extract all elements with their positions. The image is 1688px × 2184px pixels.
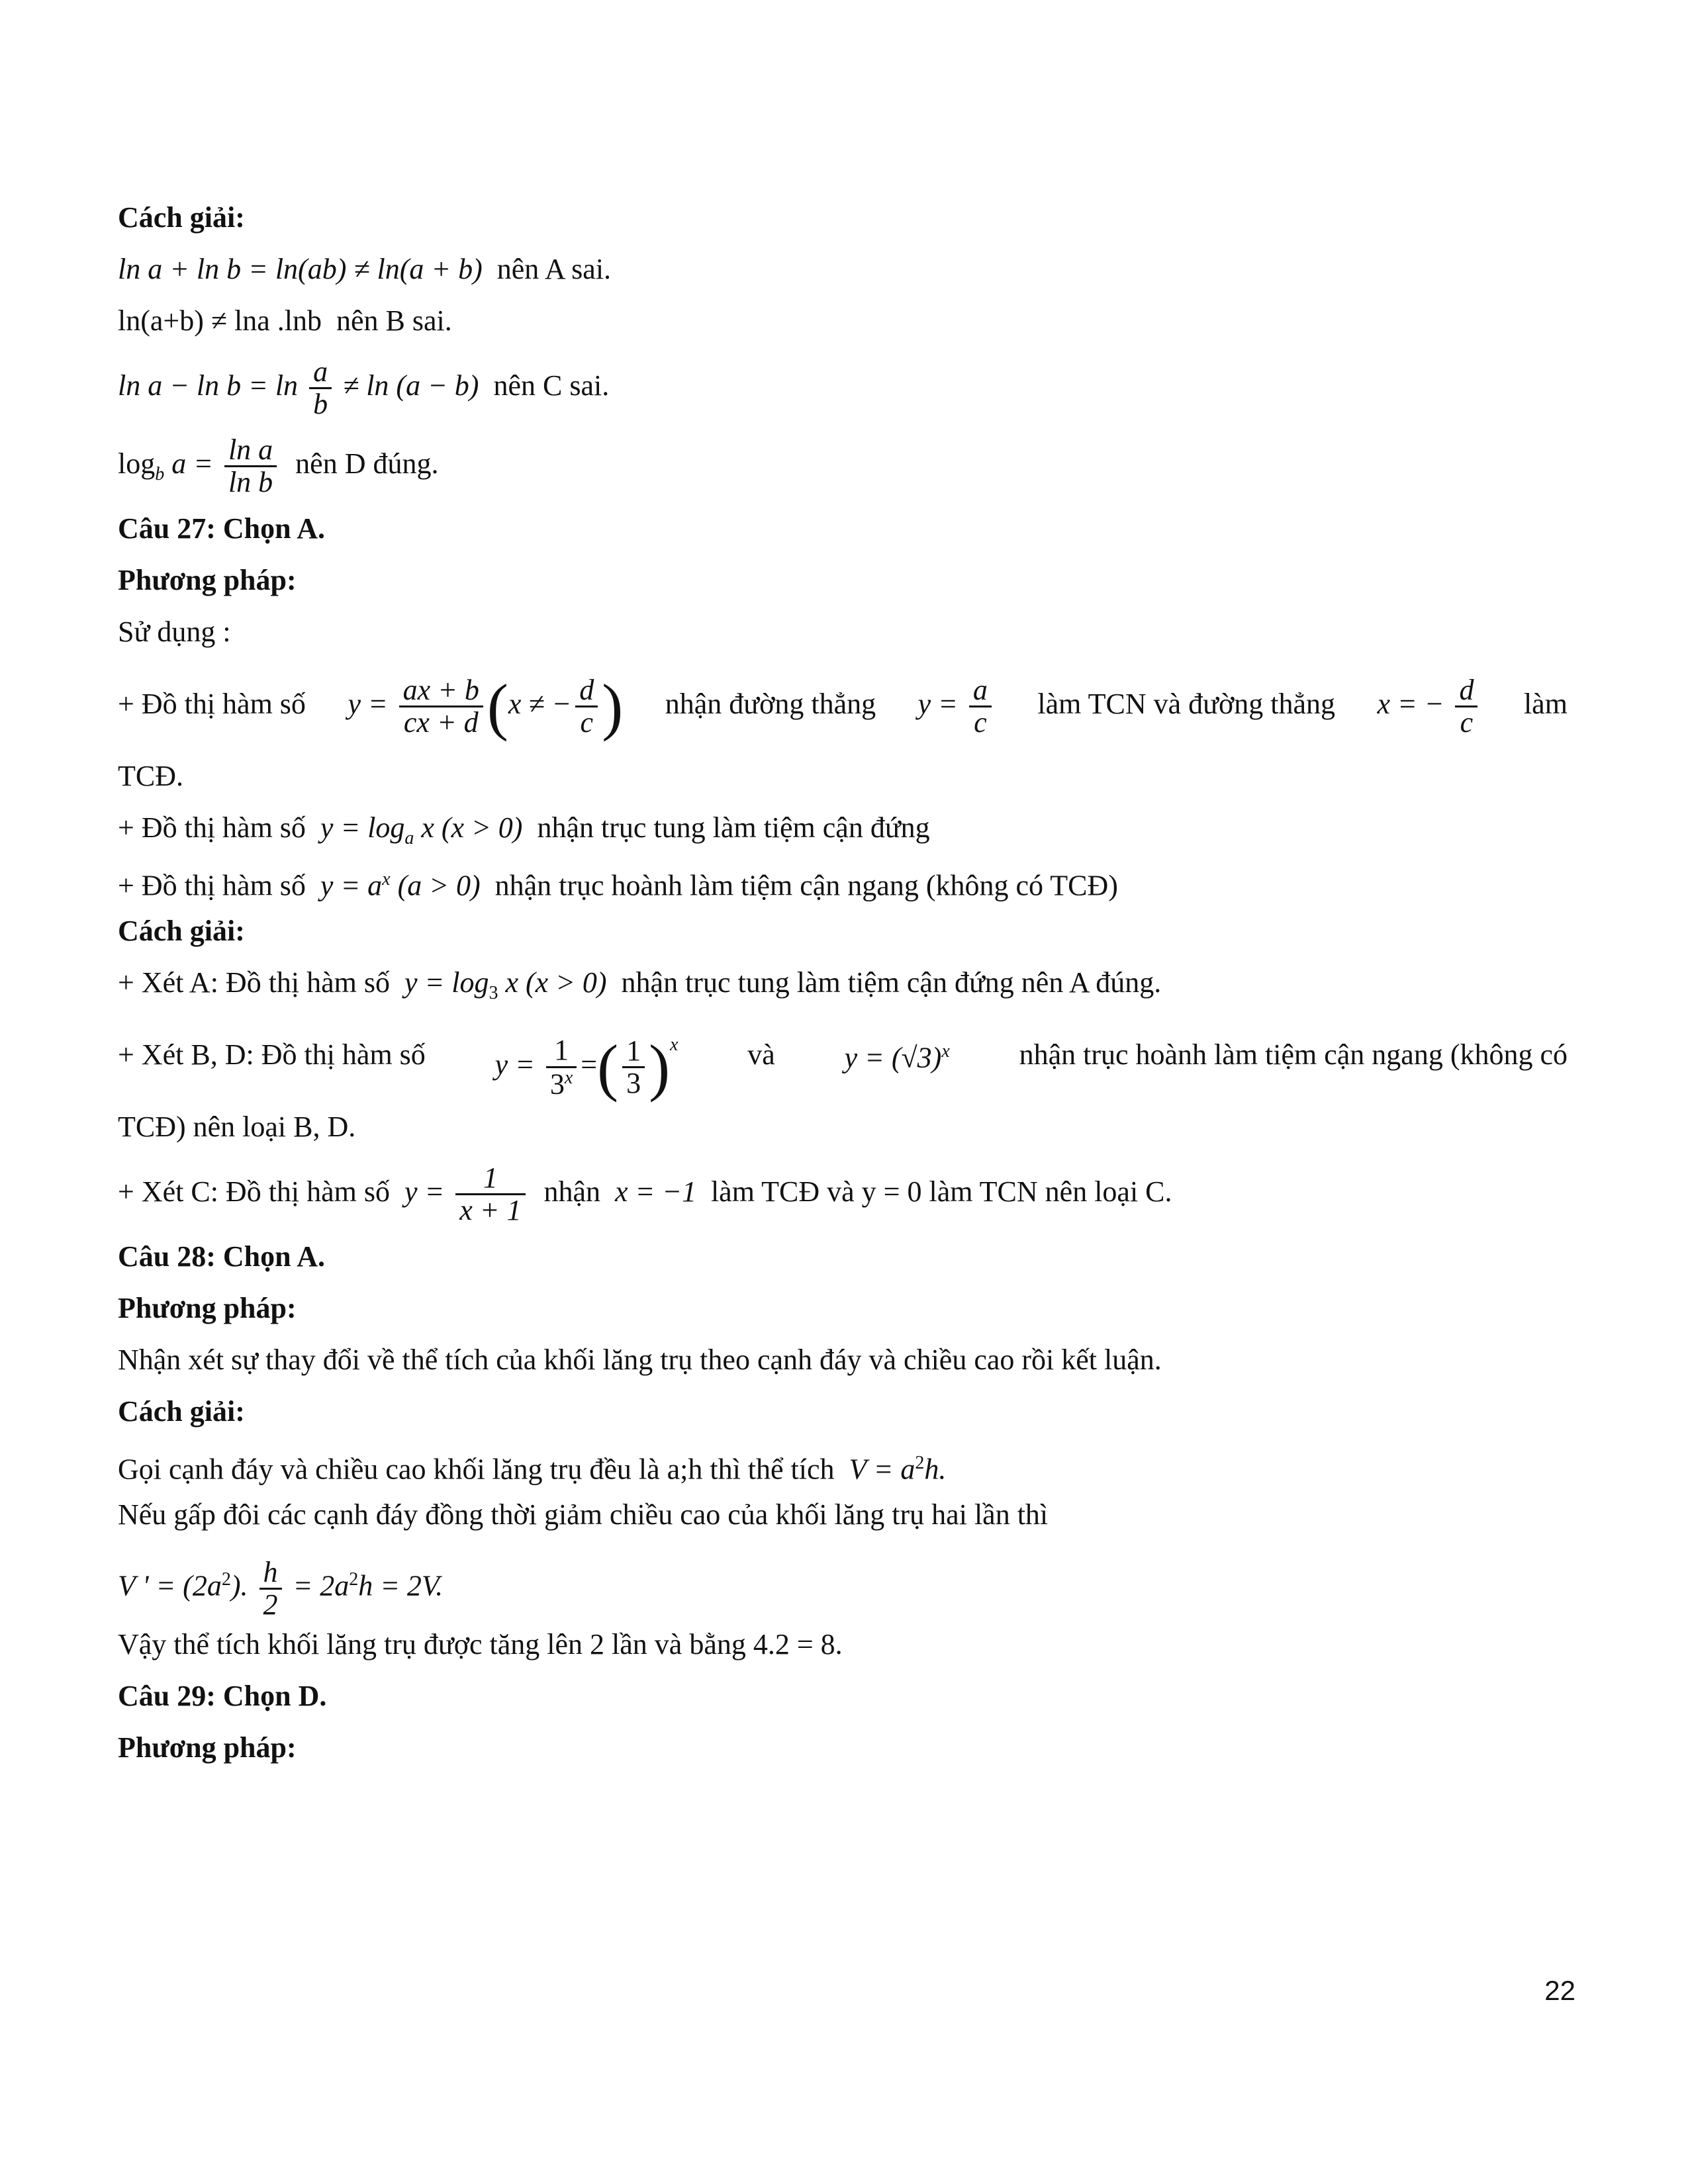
formula: y = (√3): [844, 1041, 942, 1074]
method-text: Nhận xét sự thay đổi về thể tích của khối lăng trụ theo cạnh đáy và chiều cao rồi kết luận.: [118, 1343, 1162, 1376]
text: làm: [1523, 688, 1568, 720]
text: + Đồ thị hàm số: [118, 688, 306, 720]
fraction: [575, 675, 598, 738]
text-su-dung: Sử dụng :: [118, 615, 231, 648]
log-base: b: [155, 463, 165, 484]
formula-tail: h.: [924, 1453, 947, 1486]
numerator: 1: [622, 1036, 645, 1068]
solution-28-line-2: Nếu gấp đôi các cạnh đáy đồng thời giảm chiều cao của khối lăng trụ hai lần thì: [118, 1498, 1049, 1531]
solution-28-conclusion: Vậy thể tích khối lăng trụ được tăng lên 2 lần và bằng 4.2 = 8.: [118, 1628, 843, 1661]
solution-c: [118, 1153, 1574, 1231]
text: làm TCN và đường thẳng: [1037, 688, 1335, 720]
page-number: 22: [1544, 1975, 1575, 2006]
text: làm TCĐ và y = 0 làm TCN nên loại C.: [710, 1175, 1172, 1208]
numerator: h: [259, 1557, 282, 1590]
statement: nên A sai.: [496, 253, 612, 285]
equals: =: [581, 1048, 598, 1081]
fraction: [455, 1163, 525, 1226]
fraction: [399, 675, 483, 738]
heading-cach-giai: Cách giải:: [118, 1395, 245, 1428]
heading-phuong-phap: Phương pháp:: [118, 1731, 297, 1764]
formula: y = log: [320, 811, 405, 844]
denominator: c: [1460, 706, 1474, 739]
numerator: 1: [455, 1163, 525, 1195]
x-equals: x = −: [1377, 688, 1444, 720]
statement: nên D đúng.: [295, 447, 439, 480]
condition: x ≠ −: [508, 688, 572, 720]
text: nhận trục hoành làm tiệm cận ngang (không có TCĐ): [494, 869, 1118, 902]
y-equals: y =: [494, 1048, 535, 1081]
numerator: d: [1455, 675, 1477, 707]
formula: x = −1: [615, 1175, 696, 1208]
fraction: [224, 435, 277, 498]
y-equals: y =: [348, 688, 388, 720]
denominator: cx + d: [403, 706, 479, 739]
formula-tcn: [918, 658, 996, 751]
denominator: c: [580, 706, 594, 739]
y-equals: y =: [404, 1175, 445, 1208]
log-base: 3: [489, 982, 498, 1003]
statement: nên C sai.: [493, 369, 610, 402]
formula-tail: x (x > 0): [414, 811, 523, 844]
solution-a: [118, 957, 1574, 1009]
fraction: [622, 1036, 645, 1099]
exponent: x: [382, 869, 391, 889]
heading-phuong-phap: Phương pháp:: [118, 1292, 297, 1324]
formula-b: y = $\frac{1}{3^x}$ =( $\frac{1}{3}$ )$^x$: [494, 1031, 679, 1103]
equation-line-d: [118, 425, 1574, 503]
formula: V ' = (2a: [118, 1569, 222, 1602]
formula-rational: y = $\frac{ax + b}{cx + d}$ (x ≠ − $\frac{d}{c}$ ): [348, 670, 624, 742]
equation-left: ln a − ln b = ln: [118, 369, 299, 402]
method-line-2: [118, 802, 1574, 854]
numerator: d: [575, 675, 598, 707]
formula: = 2a: [293, 1569, 350, 1602]
text: nhận: [543, 1175, 601, 1208]
text: + Đồ thị hàm số: [118, 869, 306, 902]
text: + Xét B, D: Đồ thị hàm số: [118, 1038, 426, 1071]
equation-line-b: [118, 295, 1574, 347]
question-27-heading: Câu 27: Chọn A.: [118, 512, 325, 545]
solution-28-line-1: [118, 1437, 1574, 1489]
numerator: a: [309, 357, 332, 389]
text: + Xét C: Đồ thị hàm số: [118, 1175, 391, 1208]
exponent: 2: [221, 1569, 231, 1590]
formula: y = a: [320, 869, 383, 902]
text: + Xét A: Đồ thị hàm số: [118, 966, 391, 999]
text: nhận trục tung làm tiệm cận đứng: [537, 811, 930, 844]
equation: ln a + ln b = ln(ab) ≠ ln(a + b): [118, 253, 483, 285]
formula: h = 2V.: [358, 1569, 444, 1602]
formula: y = log: [404, 966, 489, 999]
fraction: [259, 1557, 282, 1620]
exponent: x: [670, 1034, 679, 1055]
numerator: a: [969, 675, 992, 707]
formula-tcd: [1378, 658, 1482, 751]
formula-tail: (a > 0): [390, 869, 481, 902]
heading-cach-giai: Cách giải:: [118, 201, 245, 234]
y-equals: y =: [917, 688, 958, 720]
formula: ).: [230, 1569, 248, 1602]
formula: V = a: [849, 1453, 915, 1486]
question-28-heading: Câu 28: Chọn A.: [118, 1240, 325, 1273]
method-line-1: [118, 658, 1568, 751]
fraction: [969, 675, 992, 738]
log-base: a: [404, 827, 414, 848]
numerator: 1: [546, 1035, 577, 1068]
statement: nên B sai.: [336, 304, 452, 337]
heading-cach-giai: Cách giải:: [118, 915, 245, 947]
text: và: [747, 1038, 775, 1071]
denominator: ln b: [228, 466, 273, 499]
denominator: c: [974, 706, 987, 739]
method-line-1-cont: TCĐ.: [118, 760, 183, 792]
text: nhận trục tung làm tiệm cận đứng nên A đúng.: [621, 966, 1162, 999]
question-29-heading: Câu 29: Chọn D.: [118, 1680, 327, 1712]
solution-28-line-3: [118, 1541, 1574, 1619]
formula-tail: x (x > 0): [498, 966, 607, 999]
text: + Đồ thị hàm số: [118, 811, 306, 844]
denominator: 3: [626, 1067, 641, 1100]
denominator: b: [313, 388, 328, 421]
fraction: [546, 1035, 577, 1099]
equation-right: ≠ ln (a − b): [343, 369, 479, 402]
method-line-3: [118, 854, 1574, 905]
equation-mid: a =: [164, 447, 213, 480]
document-body: [118, 192, 1574, 1774]
fraction: [1455, 675, 1477, 738]
equation-line-a: [118, 244, 1574, 295]
solution-bd: [118, 1009, 1568, 1101]
exponent: x: [941, 1041, 950, 1062]
exponent: 2: [349, 1569, 359, 1590]
solution-bd-cont: TCĐ) nên loại B, D.: [118, 1111, 356, 1143]
denominator: 3$^x$: [549, 1067, 573, 1101]
text: Gọi cạnh đáy và chiều cao khối lăng trụ đều là a;h thì thể tích: [118, 1453, 835, 1486]
denominator: x + 1: [459, 1194, 522, 1227]
fraction: [309, 357, 332, 420]
text: nhận đường thẳng: [665, 688, 876, 720]
equation-line-c: [118, 347, 1574, 425]
numerator: ln a: [224, 435, 277, 467]
exponent: 2: [915, 1453, 925, 1473]
formula-d: [845, 1005, 950, 1105]
numerator: ax + b: [399, 675, 483, 707]
denominator: 2: [263, 1588, 278, 1621]
text: nhận trục hoành làm tiệm cận ngang (không có: [1019, 1038, 1568, 1071]
equation: ln(a+b) ≠ lna .lnb: [118, 304, 322, 337]
log-symbol: log: [118, 447, 156, 480]
heading-phuong-phap: Phương pháp:: [118, 564, 297, 596]
